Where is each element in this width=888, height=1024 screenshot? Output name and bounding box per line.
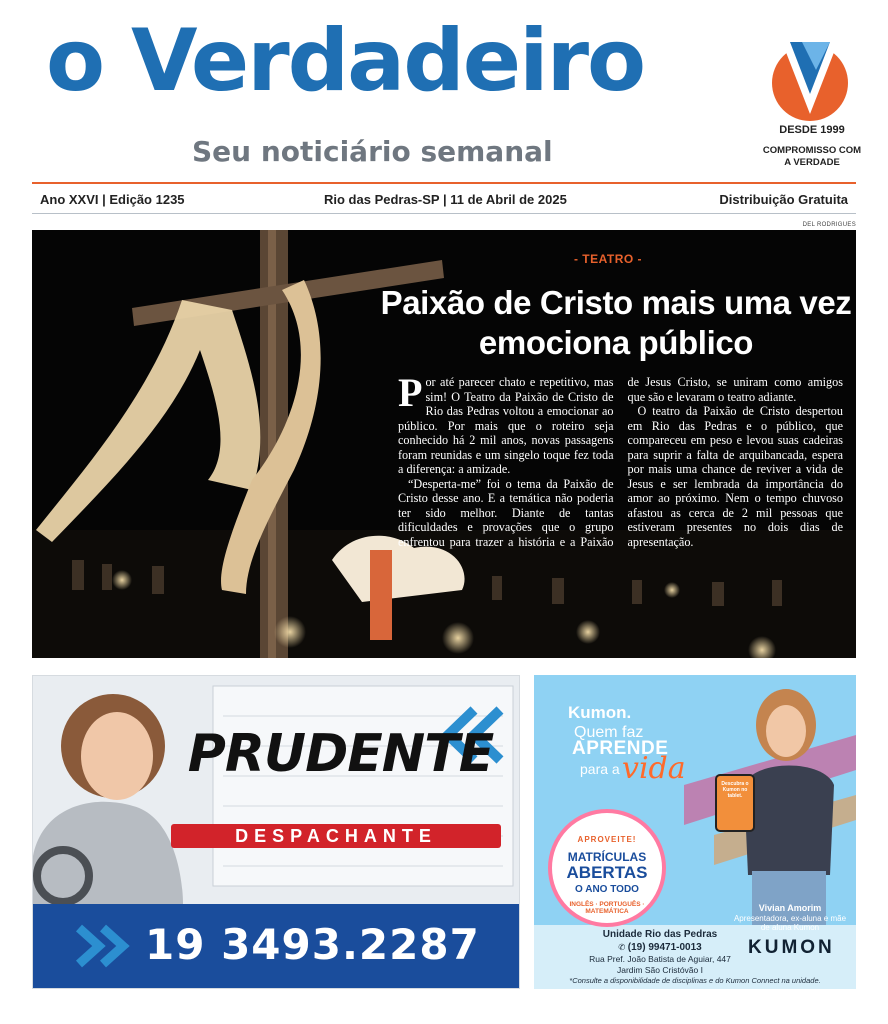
distribution-label: Distribuição Gratuita xyxy=(719,192,848,207)
tagline: COMPROMISSO COM A VERDADE xyxy=(762,145,862,168)
kumon-ad[interactable] xyxy=(534,675,856,989)
unit-address: Jardim São Cristóvão I xyxy=(617,965,703,976)
badge-subjects: INGLÊS · PORTUGUÊS · MATEMÁTICA xyxy=(569,900,645,915)
prudente-brand: PRUDENTE xyxy=(187,724,494,784)
article-paragraph: or até parecer chato e repetitivo, mas sim! O Teatro da Paixão de Cristo de Rio das Pedras voltou a emocionar ao público. Por mais que o roteiro seja conhecido há 2 mil anos, novas passagens foram reunidas e um singelo toque fez toda a diferença: a amizade. xyxy=(398,375,614,476)
presenter-name: Vivian Amorim xyxy=(758,903,822,913)
badge-line: ABERTAS xyxy=(566,863,648,882)
unit-info xyxy=(570,928,750,976)
prudente-subtitle: DESPACHANTE xyxy=(171,824,501,848)
edition-number: Ano XXVI | Edição 1235 xyxy=(40,192,185,207)
since-year: DESDE 1999 xyxy=(779,124,845,136)
bottom-rule xyxy=(32,213,856,214)
prudente-ad[interactable] xyxy=(32,675,520,989)
slogan-line: APRENDE xyxy=(572,738,669,759)
unit-address: Rua Pref. João Batista de Aguiar, 447 xyxy=(589,954,731,964)
article-paragraph: “Desperta-me” foi o tema da Paixão de Cristo desse ano. E a temática não poderia ter sido melhor. Diante de tantas dificuldades e provações que o grupo enfrentou para trazer a história e a Paixão de Jesus Cristo, se uniram como amigos que são e levaram o teatro adiante. xyxy=(398,375,843,549)
article-headline[interactable]: Paixão de Cristo mais uma vez emociona público xyxy=(380,284,852,361)
newspaper-subtitle: Seu noticiário semanal xyxy=(192,135,553,168)
chevron-right-icon xyxy=(73,924,137,968)
enrollment-badge xyxy=(548,809,666,927)
photo-credit: DEL RODRIGUES xyxy=(802,222,856,228)
section-label: - TEATRO - xyxy=(573,252,643,266)
top-rule xyxy=(32,182,856,184)
location-date: Rio das Pedras-SP | 11 de Abril de 2025 xyxy=(324,192,567,207)
article-body xyxy=(398,370,843,549)
kumon-brand: Kumon. xyxy=(568,703,632,722)
slogan-line: para a xyxy=(580,761,620,777)
edition-info-bar xyxy=(32,190,856,210)
v-logo-icon xyxy=(768,36,852,122)
phone-number[interactable]: 19 3493.2287 xyxy=(145,920,480,969)
article-paragraph: O teatro da Paixão de Cristo despertou em Rio das Pedras e o público, que compareceu em peso e levou suas cadeiras para suprir a falta de arquibancada, espera por mais uma chance de reviver a vida de Jesus e ser lembrada da importância do amor ao próximo. Nem o tempo chuvoso afastou as cerca de 2 mil pessoas que estiveram presentes no dois dias de apresentação. xyxy=(627,404,843,549)
unit-name: Unidade Rio das Pedras xyxy=(602,929,718,940)
slogan-line: Quem faz xyxy=(574,724,644,741)
badge-top: APROVEITE! xyxy=(577,835,637,844)
slogan-line: vida xyxy=(622,751,686,786)
unit-phone[interactable]: (19) 99471-0013 xyxy=(627,942,702,953)
kumon-logo: KUMON xyxy=(748,937,835,958)
presenter-desc: Apresentadora, ex-aluna e mãe de aluna Kumon xyxy=(733,913,847,933)
whatsapp-icon: ✆ xyxy=(618,942,628,952)
tablet-text: Descubra o Kumon no tablet. xyxy=(721,781,749,799)
disclaimer-note: *Consulte a disponibilidade de disciplinas e do Kumon Connect na unidade. xyxy=(569,976,821,985)
newspaper-title: o Verdadeiro xyxy=(46,11,645,111)
badge-line: O ANO TODO xyxy=(575,883,639,895)
badge-line: MATRÍCULAS xyxy=(567,850,647,864)
drop-cap: P xyxy=(398,370,423,415)
